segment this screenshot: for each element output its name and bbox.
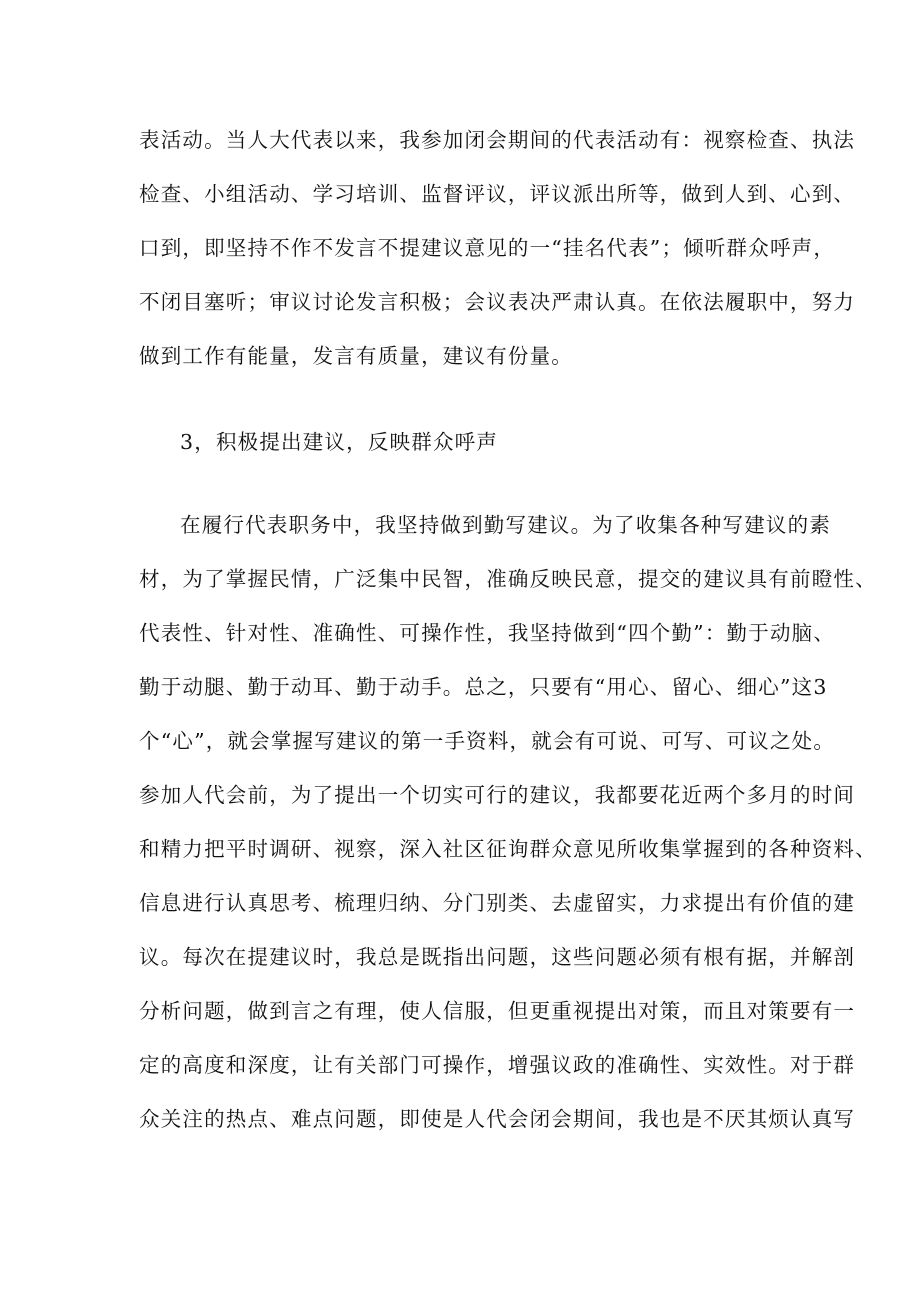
text-line: 分析问题，做到言之有理，使人信服，但更重视提出对策，而且对策要有一 [139,999,856,1023]
text-line: 在履行代表职务中，我坚持做到勤写建议。为了收集各种写建议的素 [180,513,831,537]
text-line: 不闭目塞听；审议讨论发言积极；会议表决严肃认真。在依法履职中，努力 [139,290,856,314]
text-line: 众关注的热点、难点问题，即使是人代会闭会期间，我也是不厌其烦认真写 [139,1107,856,1131]
text-line: 口到，即坚持不作不发言不提建议意见的一“挂名代表”；倾听群众呼声， [139,236,836,260]
text-line: 和精力把平时调研、视察，深入社区征询群众意见所收集掌握到的各种资料、 [139,837,877,861]
text-line: 议。每次在提建议时，我总是既指出问题，这些问题必须有根有据，并解剖 [139,945,856,969]
text-line: 参加人代会前，为了提出一个切实可行的建议，我都要花近两个多月的时间 [139,783,856,807]
text-line: 材，为了掌握民情，广泛集中民智，准确反映民意，提交的建议具有前瞪性、 [139,567,877,591]
text-line: 信息进行认真思考、梳理归纳、分门别类、去虚留实，力求提出有价值的建 [139,891,856,915]
section-heading: 3，积极提出建议，反映群众呼声 [180,430,499,454]
text-line: 检查、小组活动、学习培训、监督评议，评议派出所等，做到人到、心到、 [139,182,856,206]
text-line: 个“心”，就会掌握写建议的第一手资料，就会有可说、可写、可议之处。 [139,729,836,753]
text-line: 代表性、针对性、准确性、可操作性，我坚持做到“四个勤”：勤于动脑、 [139,621,836,645]
text-line: 定的高度和深度，让有关部门可操作，增强议政的准确性、实效性。对于群 [139,1053,856,1077]
text-line: 勤于动腿、勤于动耳、勤于动手。总之，只要有“用心、留心、细心”这3 [139,675,828,699]
text-line: 做到工作有能量，发言有质量，建议有份量。 [139,344,573,368]
text-line: 表活动。当人大代表以来，我参加闭会期间的代表活动有：视察检查、执法 [139,128,856,152]
